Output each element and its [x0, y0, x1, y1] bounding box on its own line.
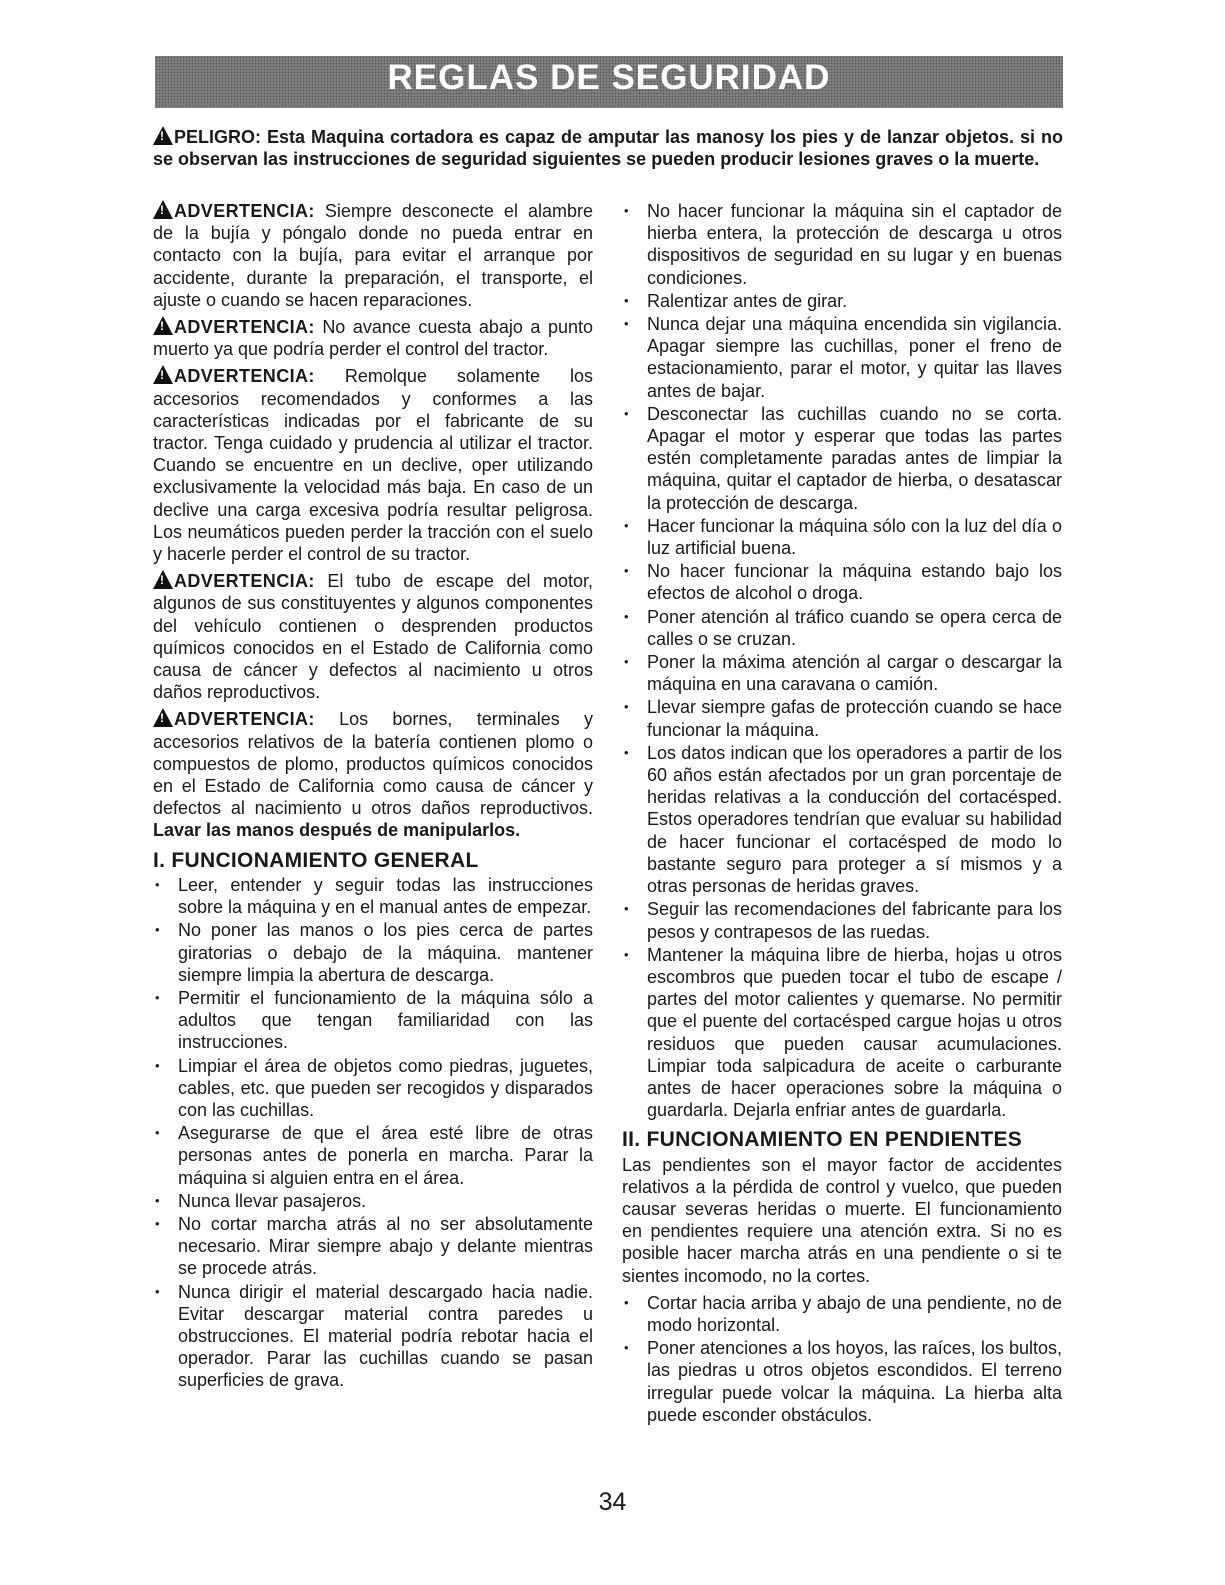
list-item: • Cortar hacia arriba y abajo de una pendiente, no de modo horizontal.: [622, 1292, 1062, 1336]
list-item: • Hacer funcionar la máquina sólo con la luz del día o luz artificial buena.: [622, 515, 1062, 559]
warning-triangle-icon: [153, 316, 173, 335]
warning-label: ADVERTENCIA:: [174, 366, 315, 387]
list-item: • No hacer funcionar la máquina estando bajo los efectos de alcohol o droga.: [622, 560, 1062, 604]
warning-text: No avance cuesta abajo a punto muerto ya que podría perder el control del tractor.: [153, 317, 593, 360]
list-item: • Llevar siempre gafas de protección cuando se hace funcionar la máquina.: [622, 696, 1062, 740]
bullet-list: [153, 874, 593, 1392]
danger-label: PELIGRO:: [174, 127, 262, 147]
warning-paragraph: [153, 365, 593, 565]
warning-label: ADVERTENCIA:: [174, 571, 315, 592]
warning-text: Los bornes, terminales y accesorios relativos de la batería contienen plomo o compuestos de plomo, productos químicos conocidos en el Estado de California como causa de cáncer y defectos al nacimiento u otros daños reproductivos.: [153, 709, 593, 819]
section-intro: Las pendientes son el mayor factor de accidentes relativos a la pérdida de control y vuelco, que pueden causar severas heridas o muerte. El funcionamiento en pendientes requiere una atención extra. Si no es posible hacer marcha atrás en una pendiente o si te sientes incomodo, no la cortes.: [622, 1154, 1062, 1286]
warning-triangle-icon: [153, 570, 173, 589]
warning-text: Siempre desconecte el alambre de la bujía y póngalo donde no pueda entrar en contacto con la bujía, para evitar el arranque por accidente, durante la preparación, el transporte, el ajuste o cuando se hacen reparaciones.: [153, 201, 593, 310]
warning-label: ADVERTENCIA:: [174, 317, 315, 338]
warning-paragraph: [153, 316, 593, 360]
list-item: • Leer, entender y seguir todas las instrucciones sobre la máquina y en el manual antes de empezar.: [153, 874, 593, 918]
list-item: • No hacer funcionar la máquina sin el captador de hierba entera, la protección de descarga u otros dispositivos de seguridad en su lugar y en buenas condiciones.: [622, 200, 1062, 289]
warning-triangle-icon: [153, 200, 173, 219]
bullet-list: [622, 200, 1062, 1121]
list-item: • Ralentizar antes de girar.: [622, 290, 1062, 312]
list-item: • Poner atenciones a los hoyos, las raíces, los bultos, las piedras u otros objetos escondidos. El terreno irregular puede volcar la máquina. La hierba alta puede esconder obstáculos.: [622, 1337, 1062, 1426]
page-number: 34: [598, 1488, 627, 1516]
section-heading: II. FUNCIONAMIENTO EN PENDIENTES: [622, 1128, 1023, 1152]
list-item: • Permitir el funcionamiento de la máquina sólo a adultos que tengan familiaridad con las instrucciones.: [153, 987, 593, 1054]
list-item: • Poner la máxima atención al cargar o descargar la máquina en una caravana o camión.: [622, 651, 1062, 695]
warning-text: El tubo de escape del motor, algunos de sus constituyentes y algunos componentes del vehículo contienen o desprenden productos químicos conocidos en el Estado de California como causa de cáncer y defectos al nacimiento u otros daños reproductivos.: [153, 571, 593, 703]
section-heading: I. FUNCIONAMIENTO GENERAL: [153, 848, 479, 872]
list-item: • Los datos indican que los operadores a partir de los 60 años están afectados por un gran porcentaje de heridas relativas a la conducción del cortacésped. Estos operadores tendrían que evaluar su habilidad de hacer funcionar el cortacésped de modo lo bastante seguro para proteger a sí mismos y a otras personas de heridas graves.: [622, 742, 1062, 897]
list-item: • Nunca dejar una máquina encendida sin vigilancia. Apagar siempre las cuchillas, poner el freno de estacionamiento, parar el motor, y quitar las llaves antes de bajar.: [622, 313, 1062, 402]
warning-label: ADVERTENCIA:: [174, 709, 315, 730]
list-item: • Poner atención al tráfico cuando se opera cerca de calles o se cruzan.: [622, 606, 1062, 650]
warning-paragraph: [153, 570, 593, 703]
warning-triangle-icon: [153, 126, 173, 145]
danger-text: Esta Maquina cortadora es capaz de amputar las manosy los pies y de lanzar objetos. si no se observan las instrucciones de seguridad siguientes se pueden producir lesiones graves o la muerte.: [153, 127, 1063, 169]
section-banner: [155, 56, 1063, 108]
list-item: • Nunca dirigir el material descargado hacia nadie. Evitar descargar material contra paredes u obstrucciones. El material podría rebotar hacia el operador. Parar las cuchillas cuando se pasan superficies de grava.: [153, 1281, 593, 1392]
warning-label: ADVERTENCIA:: [174, 201, 315, 221]
list-item: • No poner las manos o los pies cerca de partes giratorias o debajo de la máquina. mantener siempre limpia la abertura de descarga.: [153, 919, 593, 986]
list-item: • Seguir las recomendaciones del fabricante para los pesos y contrapesos de las ruedas.: [622, 898, 1062, 942]
warning-triangle-icon: [153, 708, 173, 727]
list-item: • Desconectar las cuchillas cuando no se corta. Apagar el motor y esperar que todas las partes estén completamente paradas antes de limpiar la máquina, quitar el captador de hierba, o desatascar la protección de descarga.: [622, 403, 1062, 514]
list-item: • Mantener la máquina libre de hierba, hojas u otros escombros que pueden tocar el tubo de escape / partes del motor calientes y quemarse. No permitir que el puente del cortacésped cargue hojas u otros residuos que pueden causar acumulaciones. Limpiar toda salpicadura de aceite o carburante antes de hacer operaciones sobre la máquina o guardarla. Dejarla enfriar antes de guardarla.: [622, 944, 1062, 1122]
list-item: • Limpiar el área de objetos como piedras, juguetes, cables, etc. que pueden ser recogidos y disparados con las cuchillas.: [153, 1055, 593, 1122]
warning-paragraph: [153, 200, 593, 311]
warning-triangle-icon: [153, 365, 173, 384]
left-column: [153, 200, 593, 1393]
list-item: • Nunca llevar pasajeros.: [153, 1190, 593, 1212]
warning-paragraph: [153, 708, 593, 841]
list-item: • No cortar marcha atrás al no ser absolutamente necesario. Mirar siempre abajo y delante mientras se procede atrás.: [153, 1213, 593, 1280]
bullet-list: [622, 1292, 1062, 1426]
warning-emphasis: Lavar las manos después de manipularlos.: [153, 820, 521, 841]
list-item: • Asegurarse de que el área esté libre de otras personas antes de ponerla en marcha. Parar la máquina si alguien entra en el área.: [153, 1122, 593, 1189]
banner-title: REGLAS DE SEGURIDAD: [387, 58, 831, 97]
right-column: [622, 200, 1062, 1427]
danger-notice: [153, 126, 1063, 170]
warning-text: Remolque solamente los accesorios recomendados y conformes a las características indicadas por el fabricante de su tractor. Tenga cuidado y prudencia al utilizar el tractor. Cuando se encuentre en un declive, oper utilizando exclusivamente la velocidad más baja. En caso de un declive una carga excesiva podría resultar peligrosa. Los neumáticos pueden perder la tracción con el suelo y hacerle perder el control de su tractor.: [153, 366, 593, 565]
